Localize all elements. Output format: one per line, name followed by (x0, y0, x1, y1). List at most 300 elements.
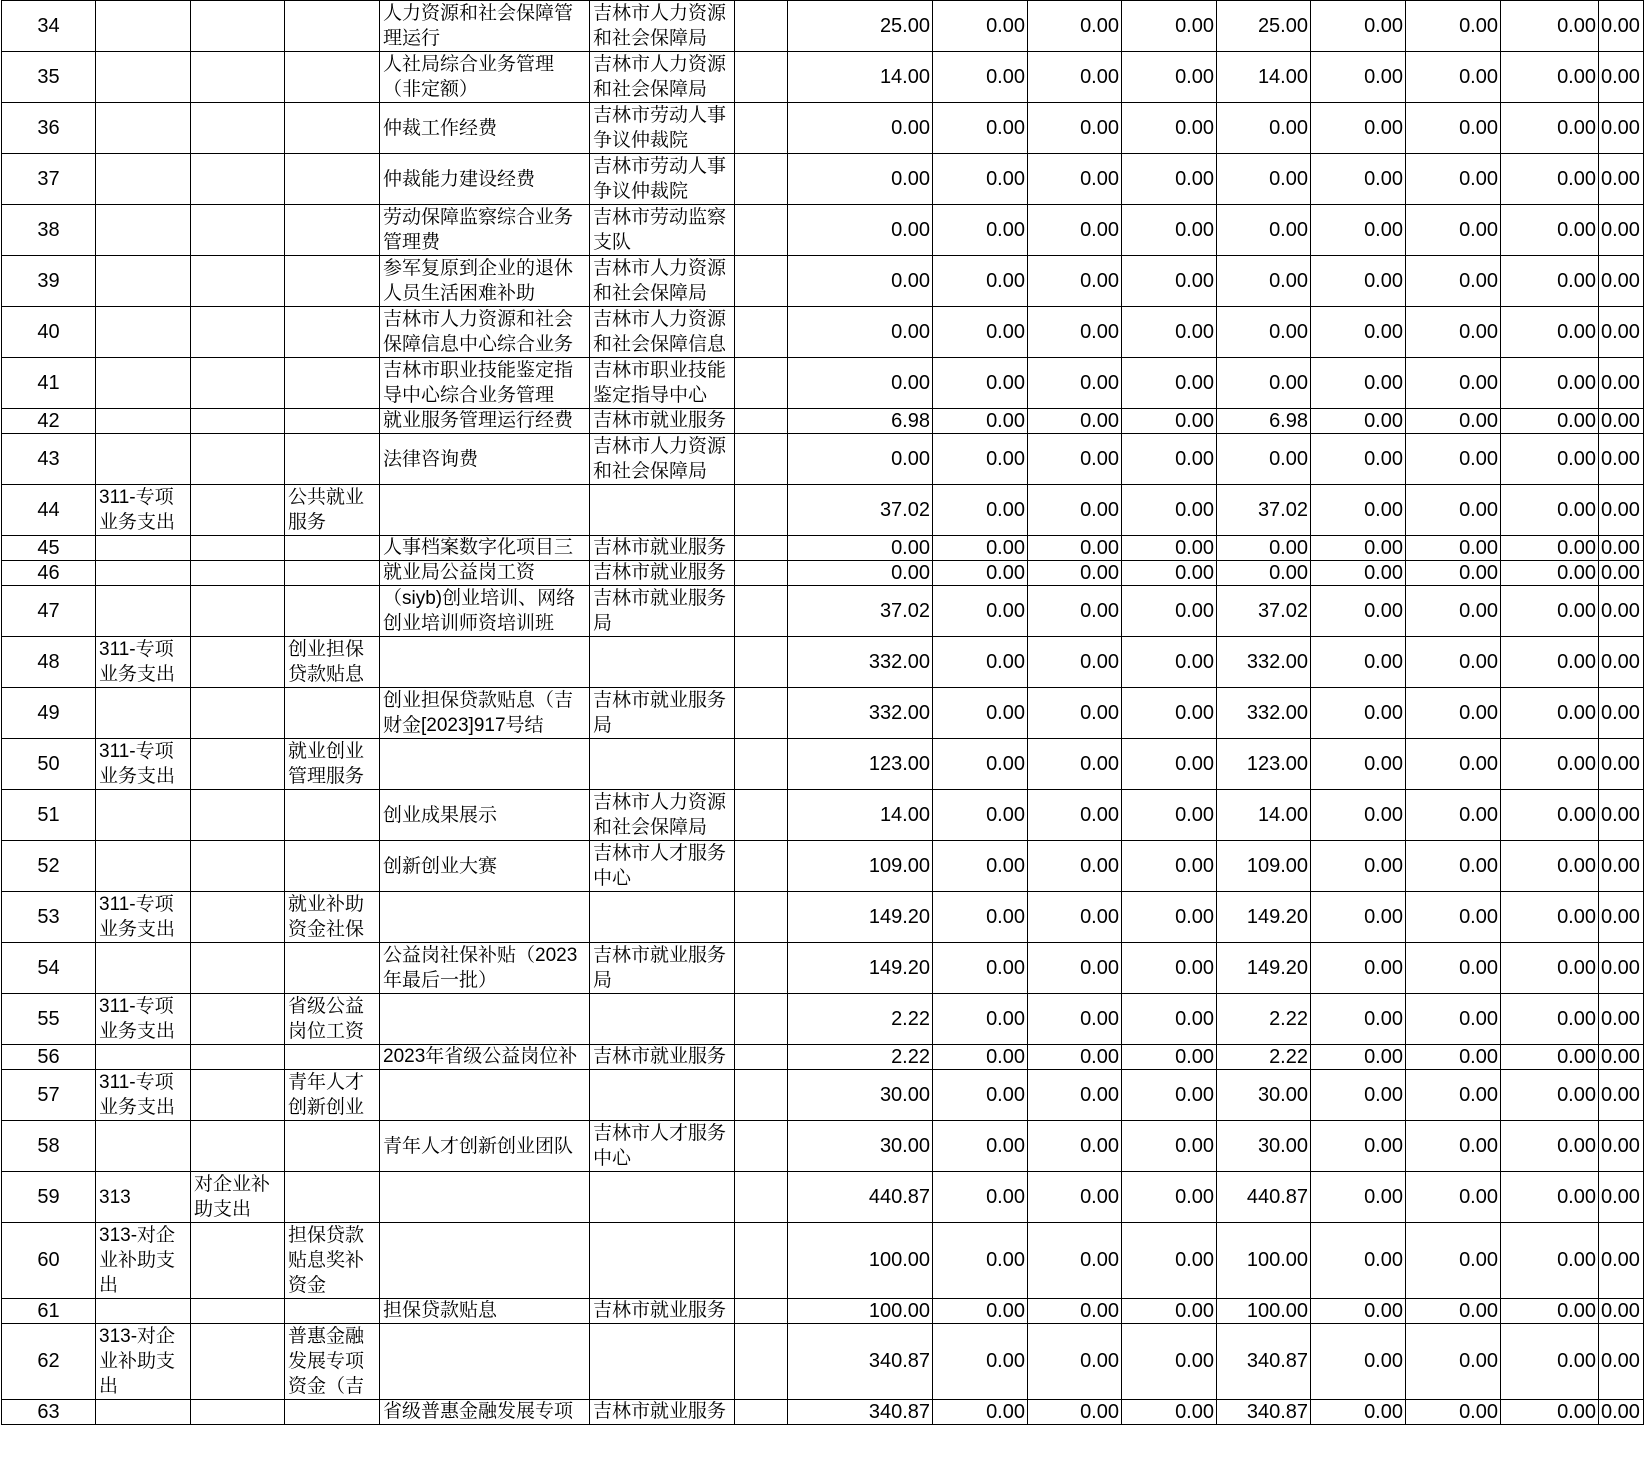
row-number-cell: 58 (2, 1121, 96, 1172)
unit-name-cell: 吉林市人力资源和社会保障局 (590, 52, 735, 103)
amount-cell: 0.00 (1217, 561, 1311, 586)
subcategory-cell (285, 1121, 380, 1172)
amount-cell: 0.00 (933, 1223, 1028, 1299)
unit-name-cell: 吉林市就业服务局 (590, 688, 735, 739)
amount-cell: 0.00 (1501, 790, 1599, 841)
table-row (2, 1070, 1644, 1121)
project-name-cell: （siyb)创业培训、网络创业培训师资培训班 (380, 586, 590, 637)
amount-cell: 0.00 (1599, 688, 1644, 739)
table-row (2, 358, 1644, 409)
amount-cell: 440.87 (1217, 1172, 1311, 1223)
amount-cell: 0.00 (1599, 256, 1644, 307)
blank-cell (735, 688, 788, 739)
amount-cell: 0.00 (1311, 409, 1406, 434)
row-number-cell: 34 (2, 1, 96, 52)
category-name-cell (191, 1045, 285, 1070)
unit-name-cell: 吉林市职业技能鉴定指导中心 (590, 358, 735, 409)
category-cell: 311-专项业务支出 (96, 1070, 191, 1121)
project-name-cell (380, 1324, 590, 1400)
amount-cell: 0.00 (1501, 1299, 1599, 1324)
category-cell (96, 688, 191, 739)
table-row (2, 536, 1644, 561)
amount-cell: 0.00 (1311, 637, 1406, 688)
blank-cell (735, 1400, 788, 1425)
row-number-cell: 52 (2, 841, 96, 892)
amount-cell: 440.87 (788, 1172, 933, 1223)
amount-cell: 340.87 (788, 1400, 933, 1425)
amount-cell: 6.98 (788, 409, 933, 434)
unit-name-cell (590, 485, 735, 536)
row-number-cell: 41 (2, 358, 96, 409)
amount-cell: 0.00 (1406, 790, 1501, 841)
amount-cell: 0.00 (933, 1070, 1028, 1121)
amount-cell: 0.00 (1406, 1400, 1501, 1425)
category-cell (96, 561, 191, 586)
blank-cell (735, 1070, 788, 1121)
amount-cell: 0.00 (1311, 434, 1406, 485)
unit-name-cell: 吉林市就业服务 (590, 561, 735, 586)
blank-cell (735, 1172, 788, 1223)
amount-cell: 25.00 (1217, 1, 1311, 52)
blank-cell (735, 841, 788, 892)
amount-cell: 0.00 (1028, 892, 1122, 943)
category-name-cell (191, 409, 285, 434)
blank-cell (735, 943, 788, 994)
amount-cell: 2.22 (1217, 1045, 1311, 1070)
amount-cell: 0.00 (1501, 739, 1599, 790)
project-name-cell: 法律咨询费 (380, 434, 590, 485)
amount-cell: 0.00 (1217, 256, 1311, 307)
row-number-cell: 61 (2, 1299, 96, 1324)
amount-cell: 0.00 (1311, 892, 1406, 943)
amount-cell: 0.00 (1028, 52, 1122, 103)
amount-cell: 0.00 (1122, 409, 1217, 434)
amount-cell: 0.00 (1599, 358, 1644, 409)
subcategory-cell (285, 1172, 380, 1223)
unit-name-cell: 吉林市就业服务局 (590, 943, 735, 994)
unit-name-cell: 吉林市劳动人事争议仲裁院 (590, 154, 735, 205)
amount-cell: 0.00 (1599, 1045, 1644, 1070)
amount-cell: 0.00 (1599, 103, 1644, 154)
amount-cell: 0.00 (1599, 1299, 1644, 1324)
amount-cell: 0.00 (1599, 790, 1644, 841)
unit-name-cell: 吉林市就业服务 (590, 409, 735, 434)
project-name-cell: 青年人才创新创业团队 (380, 1121, 590, 1172)
amount-cell: 30.00 (788, 1121, 933, 1172)
amount-cell: 0.00 (1599, 892, 1644, 943)
amount-cell: 0.00 (1406, 1172, 1501, 1223)
amount-cell: 149.20 (1217, 943, 1311, 994)
table-row (2, 994, 1644, 1045)
amount-cell: 0.00 (1406, 409, 1501, 434)
amount-cell: 0.00 (1501, 1223, 1599, 1299)
amount-cell: 0.00 (1028, 1121, 1122, 1172)
amount-cell: 0.00 (1501, 1172, 1599, 1223)
category-name-cell (191, 1070, 285, 1121)
amount-cell: 0.00 (1599, 409, 1644, 434)
category-cell: 311-专项业务支出 (96, 892, 191, 943)
amount-cell: 0.00 (788, 307, 933, 358)
subcategory-cell (285, 688, 380, 739)
amount-cell: 0.00 (1406, 688, 1501, 739)
amount-cell: 0.00 (933, 561, 1028, 586)
unit-name-cell: 吉林市就业服务 (590, 1400, 735, 1425)
unit-name-cell: 吉林市就业服务 (590, 1045, 735, 1070)
category-cell (96, 52, 191, 103)
amount-cell: 0.00 (1122, 739, 1217, 790)
table-row (2, 307, 1644, 358)
category-name-cell (191, 154, 285, 205)
project-name-cell (380, 1070, 590, 1121)
amount-cell: 0.00 (1406, 205, 1501, 256)
category-name-cell (191, 536, 285, 561)
category-name-cell (191, 434, 285, 485)
project-name-cell: 省级普惠金融发展专项 (380, 1400, 590, 1425)
project-name-cell (380, 892, 590, 943)
amount-cell: 0.00 (1599, 52, 1644, 103)
category-cell: 313 (96, 1172, 191, 1223)
amount-cell: 0.00 (1311, 943, 1406, 994)
subcategory-cell: 普惠金融发展专项资金（吉 (285, 1324, 380, 1400)
amount-cell: 0.00 (1406, 536, 1501, 561)
category-cell (96, 307, 191, 358)
amount-cell: 0.00 (1122, 1223, 1217, 1299)
amount-cell: 0.00 (933, 892, 1028, 943)
category-cell (96, 409, 191, 434)
amount-cell: 14.00 (1217, 790, 1311, 841)
amount-cell: 0.00 (933, 1045, 1028, 1070)
row-number-cell: 48 (2, 637, 96, 688)
category-cell: 313-对企业补助支出 (96, 1223, 191, 1299)
amount-cell: 0.00 (1599, 485, 1644, 536)
category-cell (96, 1121, 191, 1172)
amount-cell: 0.00 (1599, 154, 1644, 205)
amount-cell: 109.00 (788, 841, 933, 892)
amount-cell: 0.00 (1311, 1172, 1406, 1223)
category-name-cell (191, 943, 285, 994)
amount-cell: 0.00 (1501, 586, 1599, 637)
amount-cell: 0.00 (1311, 307, 1406, 358)
unit-name-cell: 吉林市人力资源和社会保障信息 (590, 307, 735, 358)
amount-cell: 0.00 (1122, 637, 1217, 688)
project-name-cell: 吉林市人力资源和社会保障信息中心综合业务 (380, 307, 590, 358)
category-cell (96, 103, 191, 154)
amount-cell: 14.00 (788, 790, 933, 841)
amount-cell: 0.00 (1406, 561, 1501, 586)
subcategory-cell: 省级公益岗位工资 (285, 994, 380, 1045)
subcategory-cell (285, 409, 380, 434)
amount-cell: 0.00 (1599, 561, 1644, 586)
category-cell (96, 943, 191, 994)
amount-cell: 2.22 (1217, 994, 1311, 1045)
amount-cell: 0.00 (1122, 841, 1217, 892)
blank-cell (735, 358, 788, 409)
subcategory-cell (285, 1, 380, 52)
amount-cell: 0.00 (1122, 434, 1217, 485)
amount-cell: 0.00 (1406, 434, 1501, 485)
amount-cell: 0.00 (1311, 485, 1406, 536)
amount-cell: 0.00 (933, 586, 1028, 637)
amount-cell: 0.00 (933, 307, 1028, 358)
amount-cell: 0.00 (1406, 943, 1501, 994)
subcategory-cell (285, 536, 380, 561)
row-number-cell: 53 (2, 892, 96, 943)
table-row (2, 1172, 1644, 1223)
blank-cell (735, 1121, 788, 1172)
project-name-cell (380, 994, 590, 1045)
subcategory-cell (285, 103, 380, 154)
amount-cell: 0.00 (1501, 1070, 1599, 1121)
amount-cell: 0.00 (1406, 1223, 1501, 1299)
project-name-cell: 吉林市职业技能鉴定指导中心综合业务管理 (380, 358, 590, 409)
row-number-cell: 56 (2, 1045, 96, 1070)
amount-cell: 14.00 (788, 52, 933, 103)
amount-cell: 123.00 (788, 739, 933, 790)
subcategory-cell (285, 841, 380, 892)
amount-cell: 0.00 (1311, 205, 1406, 256)
amount-cell: 0.00 (933, 434, 1028, 485)
project-name-cell (380, 1172, 590, 1223)
project-name-cell: 参军复原到企业的退休人员生活困难补助 (380, 256, 590, 307)
unit-name-cell (590, 1172, 735, 1223)
category-cell: 313-对企业补助支出 (96, 1324, 191, 1400)
amount-cell: 0.00 (1028, 205, 1122, 256)
amount-cell: 0.00 (1406, 739, 1501, 790)
blank-cell (735, 1299, 788, 1324)
unit-name-cell (590, 1223, 735, 1299)
project-name-cell: 劳动保障监察综合业务管理费 (380, 205, 590, 256)
table-row (2, 103, 1644, 154)
unit-name-cell: 吉林市人力资源和社会保障局 (590, 434, 735, 485)
blank-cell (735, 485, 788, 536)
amount-cell: 0.00 (1599, 637, 1644, 688)
amount-cell: 25.00 (788, 1, 933, 52)
amount-cell: 0.00 (1501, 434, 1599, 485)
amount-cell: 0.00 (788, 256, 933, 307)
amount-cell: 0.00 (788, 536, 933, 561)
amount-cell: 0.00 (1028, 1223, 1122, 1299)
row-number-cell: 51 (2, 790, 96, 841)
amount-cell: 0.00 (1028, 1172, 1122, 1223)
amount-cell: 0.00 (1217, 434, 1311, 485)
amount-cell: 0.00 (1028, 485, 1122, 536)
category-cell (96, 536, 191, 561)
row-number-cell: 37 (2, 154, 96, 205)
subcategory-cell (285, 1400, 380, 1425)
amount-cell: 0.00 (788, 358, 933, 409)
unit-name-cell (590, 637, 735, 688)
blank-cell (735, 637, 788, 688)
amount-cell: 0.00 (788, 205, 933, 256)
category-name-cell (191, 1121, 285, 1172)
project-name-cell: 2023年省级公益岗位补 (380, 1045, 590, 1070)
amount-cell: 123.00 (1217, 739, 1311, 790)
amount-cell: 0.00 (1122, 205, 1217, 256)
category-name-cell: 对企业补助支出 (191, 1172, 285, 1223)
category-name-cell (191, 739, 285, 790)
row-number-cell: 62 (2, 1324, 96, 1400)
row-number-cell: 47 (2, 586, 96, 637)
amount-cell: 0.00 (1028, 943, 1122, 994)
amount-cell: 0.00 (1406, 586, 1501, 637)
amount-cell: 0.00 (1311, 561, 1406, 586)
amount-cell: 0.00 (1028, 1299, 1122, 1324)
category-cell (96, 1045, 191, 1070)
amount-cell: 0.00 (1599, 1, 1644, 52)
subcategory-cell (285, 205, 380, 256)
amount-cell: 100.00 (1217, 1299, 1311, 1324)
table-row (2, 256, 1644, 307)
amount-cell: 0.00 (933, 409, 1028, 434)
blank-cell (735, 154, 788, 205)
amount-cell: 0.00 (1311, 841, 1406, 892)
amount-cell: 0.00 (1217, 103, 1311, 154)
amount-cell: 2.22 (788, 994, 933, 1045)
amount-cell: 0.00 (1122, 1172, 1217, 1223)
table-row (2, 739, 1644, 790)
table-row (2, 637, 1644, 688)
amount-cell: 0.00 (1122, 536, 1217, 561)
amount-cell: 332.00 (1217, 637, 1311, 688)
amount-cell: 0.00 (1311, 536, 1406, 561)
amount-cell: 0.00 (1501, 1324, 1599, 1400)
amount-cell: 0.00 (1217, 205, 1311, 256)
category-name-cell (191, 52, 285, 103)
amount-cell: 0.00 (1501, 561, 1599, 586)
amount-cell: 0.00 (933, 739, 1028, 790)
amount-cell: 332.00 (788, 637, 933, 688)
amount-cell: 0.00 (1028, 307, 1122, 358)
amount-cell: 0.00 (933, 52, 1028, 103)
amount-cell: 0.00 (1599, 434, 1644, 485)
blank-cell (735, 994, 788, 1045)
row-number-cell: 39 (2, 256, 96, 307)
row-number-cell: 46 (2, 561, 96, 586)
unit-name-cell (590, 892, 735, 943)
amount-cell: 0.00 (1599, 1172, 1644, 1223)
amount-cell: 0.00 (1028, 536, 1122, 561)
amount-cell: 0.00 (788, 561, 933, 586)
row-number-cell: 45 (2, 536, 96, 561)
unit-name-cell: 吉林市就业服务局 (590, 586, 735, 637)
amount-cell: 0.00 (1028, 688, 1122, 739)
amount-cell: 0.00 (1122, 688, 1217, 739)
amount-cell: 0.00 (1311, 688, 1406, 739)
subcategory-cell (285, 434, 380, 485)
amount-cell: 0.00 (1217, 307, 1311, 358)
amount-cell: 100.00 (788, 1223, 933, 1299)
amount-cell: 0.00 (1406, 256, 1501, 307)
amount-cell: 0.00 (1028, 434, 1122, 485)
amount-cell: 0.00 (1501, 688, 1599, 739)
amount-cell: 0.00 (1599, 205, 1644, 256)
unit-name-cell (590, 994, 735, 1045)
amount-cell: 0.00 (1311, 103, 1406, 154)
amount-cell: 0.00 (1028, 841, 1122, 892)
amount-cell: 0.00 (933, 536, 1028, 561)
category-name-cell (191, 790, 285, 841)
amount-cell: 0.00 (933, 154, 1028, 205)
project-name-cell: 创业担保贷款贴息（吉财金[2023]917号结 (380, 688, 590, 739)
amount-cell: 0.00 (1311, 1, 1406, 52)
amount-cell: 149.20 (1217, 892, 1311, 943)
amount-cell: 0.00 (1501, 307, 1599, 358)
amount-cell: 0.00 (1501, 103, 1599, 154)
amount-cell: 0.00 (933, 943, 1028, 994)
amount-cell: 0.00 (788, 103, 933, 154)
unit-name-cell: 吉林市人力资源和社会保障局 (590, 1, 735, 52)
category-cell (96, 841, 191, 892)
project-name-cell (380, 637, 590, 688)
category-cell (96, 1299, 191, 1324)
table-row (2, 1324, 1644, 1400)
blank-cell (735, 561, 788, 586)
table-row (2, 1400, 1644, 1425)
project-name-cell: 公益岗社保补贴（2023年最后一批） (380, 943, 590, 994)
amount-cell: 0.00 (933, 1400, 1028, 1425)
amount-cell: 0.00 (1028, 739, 1122, 790)
table-row (2, 52, 1644, 103)
category-cell (96, 358, 191, 409)
amount-cell: 0.00 (1406, 841, 1501, 892)
amount-cell: 0.00 (1122, 103, 1217, 154)
row-number-cell: 57 (2, 1070, 96, 1121)
amount-cell: 6.98 (1217, 409, 1311, 434)
amount-cell: 0.00 (1311, 1045, 1406, 1070)
amount-cell: 0.00 (1501, 154, 1599, 205)
amount-cell: 30.00 (788, 1070, 933, 1121)
amount-cell: 0.00 (1311, 1400, 1406, 1425)
category-cell: 311-专项业务支出 (96, 637, 191, 688)
amount-cell: 0.00 (933, 358, 1028, 409)
amount-cell: 0.00 (933, 1121, 1028, 1172)
amount-cell: 0.00 (1122, 561, 1217, 586)
subcategory-cell: 就业补助资金社保 (285, 892, 380, 943)
amount-cell: 37.02 (1217, 485, 1311, 536)
amount-cell: 340.87 (788, 1324, 933, 1400)
amount-cell: 0.00 (1501, 892, 1599, 943)
amount-cell: 100.00 (788, 1299, 933, 1324)
amount-cell: 37.02 (788, 485, 933, 536)
amount-cell: 0.00 (1501, 536, 1599, 561)
amount-cell: 0.00 (1028, 409, 1122, 434)
amount-cell: 0.00 (1311, 256, 1406, 307)
amount-cell: 0.00 (1406, 1070, 1501, 1121)
project-name-cell: 创业成果展示 (380, 790, 590, 841)
blank-cell (735, 205, 788, 256)
subcategory-cell: 青年人才创新创业 (285, 1070, 380, 1121)
amount-cell: 0.00 (1217, 536, 1311, 561)
project-name-cell: 担保贷款贴息 (380, 1299, 590, 1324)
table-row (2, 485, 1644, 536)
amount-cell: 0.00 (1028, 561, 1122, 586)
amount-cell: 0.00 (1311, 790, 1406, 841)
table-row (2, 688, 1644, 739)
row-number-cell: 36 (2, 103, 96, 154)
category-name-cell (191, 1400, 285, 1425)
amount-cell: 0.00 (1599, 841, 1644, 892)
amount-cell: 0.00 (1599, 1223, 1644, 1299)
amount-cell: 0.00 (1311, 154, 1406, 205)
amount-cell: 37.02 (1217, 586, 1311, 637)
amount-cell: 0.00 (1599, 943, 1644, 994)
category-cell (96, 1400, 191, 1425)
row-number-cell: 59 (2, 1172, 96, 1223)
amount-cell: 0.00 (1028, 1400, 1122, 1425)
amount-cell: 0.00 (933, 1324, 1028, 1400)
blank-cell (735, 1045, 788, 1070)
amount-cell: 0.00 (1028, 790, 1122, 841)
